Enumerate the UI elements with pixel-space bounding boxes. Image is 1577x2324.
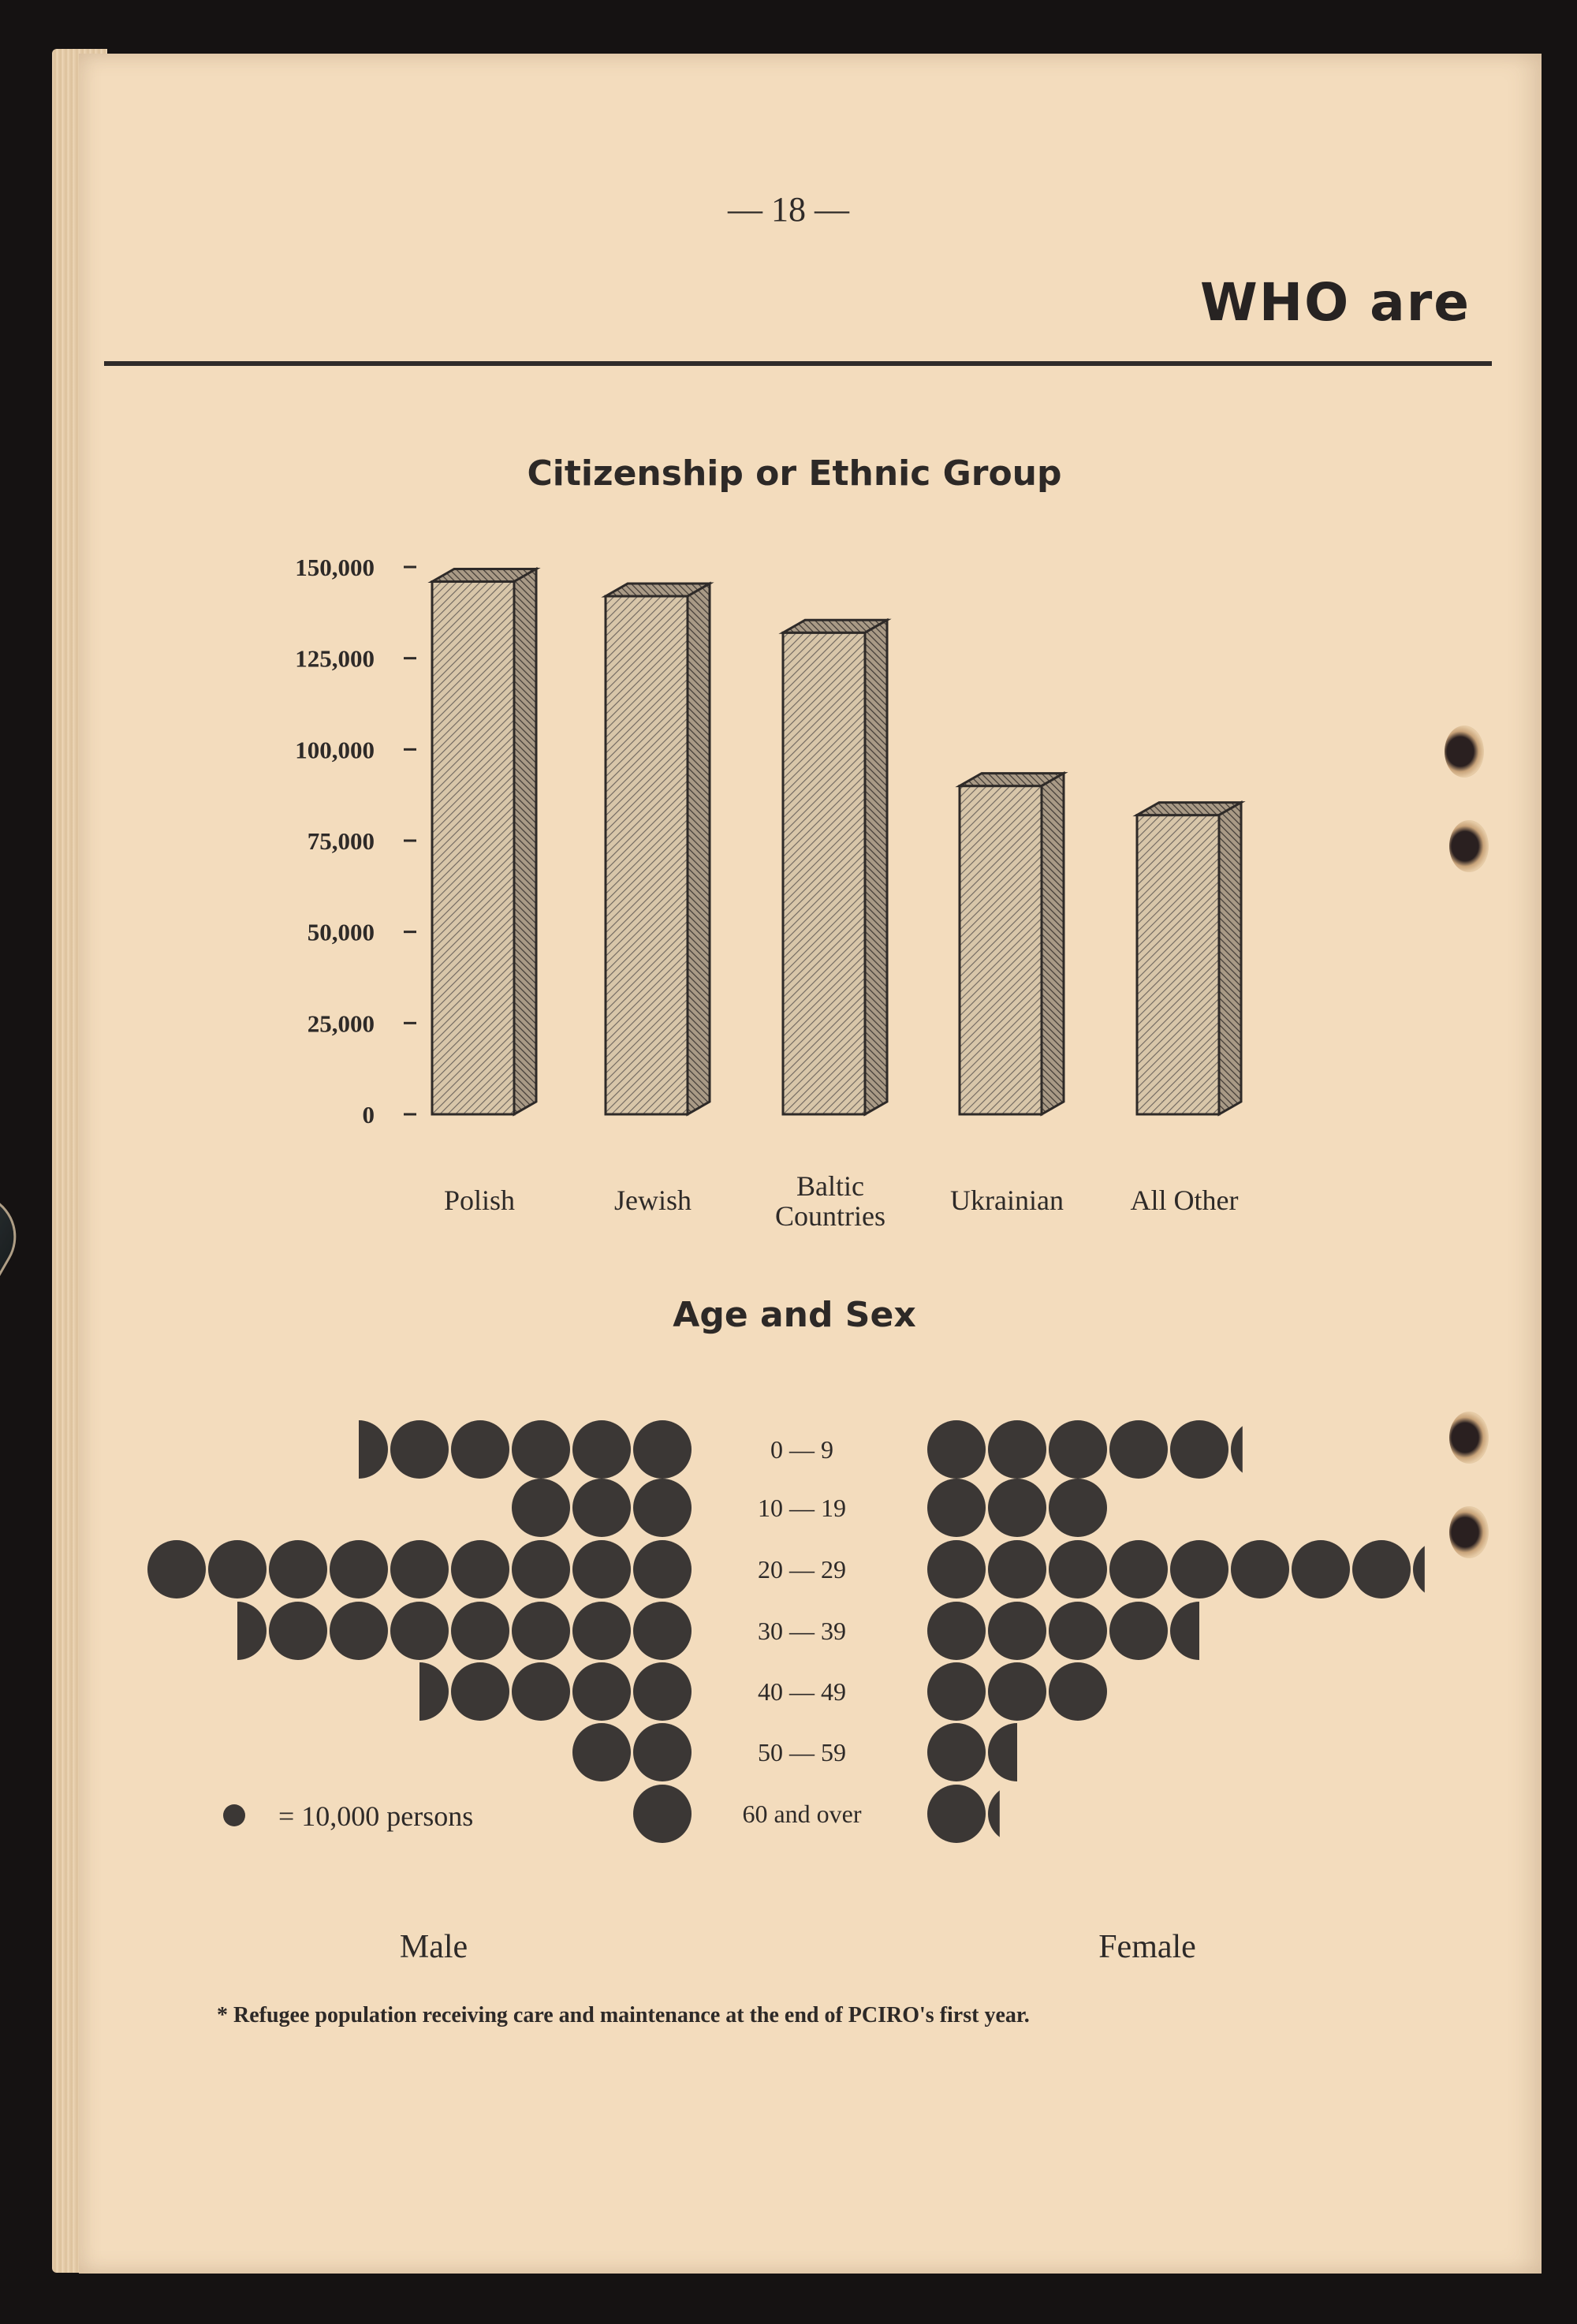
bar-jewish [606, 584, 710, 1114]
person-unit-dot [572, 1540, 631, 1598]
sex-label-female: Female [1098, 1929, 1196, 1965]
pictogram-title: Age and Sex [673, 1295, 916, 1335]
category-label: Ukrainian [950, 1184, 1064, 1216]
y-tick-label: 25,000 [307, 1009, 375, 1038]
age-group-label: 30 — 39 [758, 1617, 846, 1645]
person-unit-dot [1231, 1540, 1289, 1598]
category-label: All Other [1130, 1184, 1239, 1216]
person-unit-dot [1352, 1540, 1411, 1598]
age-group-label: 60 and over [742, 1800, 862, 1828]
person-unit-dot [572, 1723, 631, 1781]
person-unit-dot [390, 1602, 449, 1660]
punch-hole [1449, 1412, 1489, 1464]
bar-front-face [960, 786, 1042, 1114]
person-unit-dot [512, 1479, 570, 1537]
person-unit-dot [988, 1662, 1046, 1721]
person-unit-dot [927, 1723, 986, 1781]
sex-label-male: Male [399, 1929, 468, 1965]
person-unit-dot [572, 1420, 631, 1479]
person-unit-dot [1109, 1420, 1168, 1479]
person-unit-dot [1049, 1540, 1107, 1598]
pictogram-female [927, 1420, 1471, 1843]
age-sex-pictogram [147, 1420, 1471, 1965]
y-tick-label: 75,000 [307, 827, 375, 855]
bar-polish [432, 569, 536, 1114]
person-unit-dot [269, 1540, 327, 1598]
bar-ukrainian [960, 774, 1064, 1114]
person-unit-dot [512, 1662, 570, 1721]
person-unit-dot [633, 1602, 692, 1660]
bar-side-face [1219, 803, 1241, 1114]
person-unit-dot [633, 1662, 692, 1721]
bar-front-face [606, 596, 688, 1114]
age-group-label: 10 — 19 [758, 1494, 846, 1522]
bar-chart [295, 554, 1241, 1232]
person-unit-dot [988, 1602, 1046, 1660]
y-tick-label: 125,000 [295, 644, 375, 673]
bar-front-face [432, 582, 514, 1114]
bar-side-face [514, 569, 536, 1114]
person-unit-dot [633, 1420, 692, 1479]
person-unit-dot [451, 1662, 509, 1721]
person-unit-dot [330, 1602, 388, 1660]
legend-dot [223, 1804, 245, 1826]
bar-side-face [1042, 774, 1064, 1114]
section-header-title: WHO are [1200, 272, 1471, 333]
category-label: Countries [775, 1200, 885, 1232]
bar-front-face [1137, 815, 1219, 1114]
person-partial-dot [988, 1723, 1046, 1781]
page-number: — 18 — [728, 190, 849, 229]
person-unit-dot [927, 1540, 986, 1598]
person-unit-dot [512, 1540, 570, 1598]
punch-hole [1449, 820, 1489, 872]
person-unit-dot [512, 1420, 570, 1479]
person-partial-dot [330, 1420, 388, 1479]
person-unit-dot [147, 1540, 206, 1598]
person-unit-dot [927, 1662, 986, 1721]
person-unit-dot [633, 1540, 692, 1598]
age-group-label: 0 — 9 [770, 1435, 833, 1464]
person-partial-dot [1231, 1420, 1289, 1479]
person-unit-dot [988, 1540, 1046, 1598]
category-label: Polish [443, 1184, 516, 1216]
person-unit-dot [451, 1420, 509, 1479]
punch-hole [1449, 1506, 1489, 1558]
punch-hole [1445, 726, 1484, 778]
person-unit-dot [208, 1540, 267, 1598]
bar-all-other [1137, 803, 1241, 1114]
person-unit-dot [1109, 1540, 1168, 1598]
bar-baltic-countries [783, 620, 887, 1114]
person-unit-dot [451, 1540, 509, 1598]
person-unit-dot [1049, 1602, 1107, 1660]
y-tick-label: 150,000 [295, 554, 375, 581]
person-unit-dot [1049, 1479, 1107, 1537]
person-unit-dot [988, 1420, 1046, 1479]
person-unit-dot [1170, 1420, 1228, 1479]
person-unit-dot [927, 1479, 986, 1537]
person-unit-dot [269, 1602, 327, 1660]
person-unit-dot [1049, 1420, 1107, 1479]
y-tick-label: 0 [362, 1101, 375, 1128]
person-partial-dot [208, 1602, 267, 1660]
footnote: * Refugee population receiving care and maintenance at the end of PCIRO's first year. [217, 2003, 1030, 2027]
person-unit-dot [390, 1540, 449, 1598]
person-unit-dot [390, 1420, 449, 1479]
person-unit-dot [1109, 1602, 1168, 1660]
person-unit-dot [633, 1479, 692, 1537]
person-unit-dot [572, 1602, 631, 1660]
pictogram-male [147, 1420, 692, 1843]
category-label: Baltic [796, 1170, 864, 1202]
person-unit-dot [927, 1420, 986, 1479]
bar-side-face [688, 584, 710, 1114]
person-unit-dot [572, 1479, 631, 1537]
legend-text: = 10,000 persons [278, 1800, 474, 1832]
person-unit-dot [512, 1602, 570, 1660]
person-unit-dot [330, 1540, 388, 1598]
person-unit-dot [451, 1602, 509, 1660]
bar-side-face [865, 620, 887, 1114]
person-unit-dot [927, 1602, 986, 1660]
person-partial-dot [390, 1662, 449, 1721]
y-tick-label: 50,000 [307, 918, 375, 946]
person-unit-dot [1170, 1540, 1228, 1598]
person-unit-dot [633, 1723, 692, 1781]
y-tick-label: 100,000 [295, 736, 375, 764]
age-group-label: 20 — 29 [758, 1555, 846, 1584]
person-unit-dot [1292, 1540, 1350, 1598]
person-partial-dot [1170, 1602, 1228, 1660]
person-unit-dot [633, 1785, 692, 1843]
person-partial-dot [988, 1785, 1046, 1843]
person-unit-dot [988, 1479, 1046, 1537]
person-unit-dot [927, 1785, 986, 1843]
bar-chart-title: Citizenship or Ethnic Group [527, 453, 1062, 494]
person-unit-dot [1049, 1662, 1107, 1721]
category-label: Jewish [614, 1184, 692, 1216]
age-group-label: 50 — 59 [758, 1738, 846, 1766]
age-group-label: 40 — 49 [758, 1677, 846, 1706]
person-unit-dot [572, 1662, 631, 1721]
bar-front-face [783, 632, 865, 1114]
